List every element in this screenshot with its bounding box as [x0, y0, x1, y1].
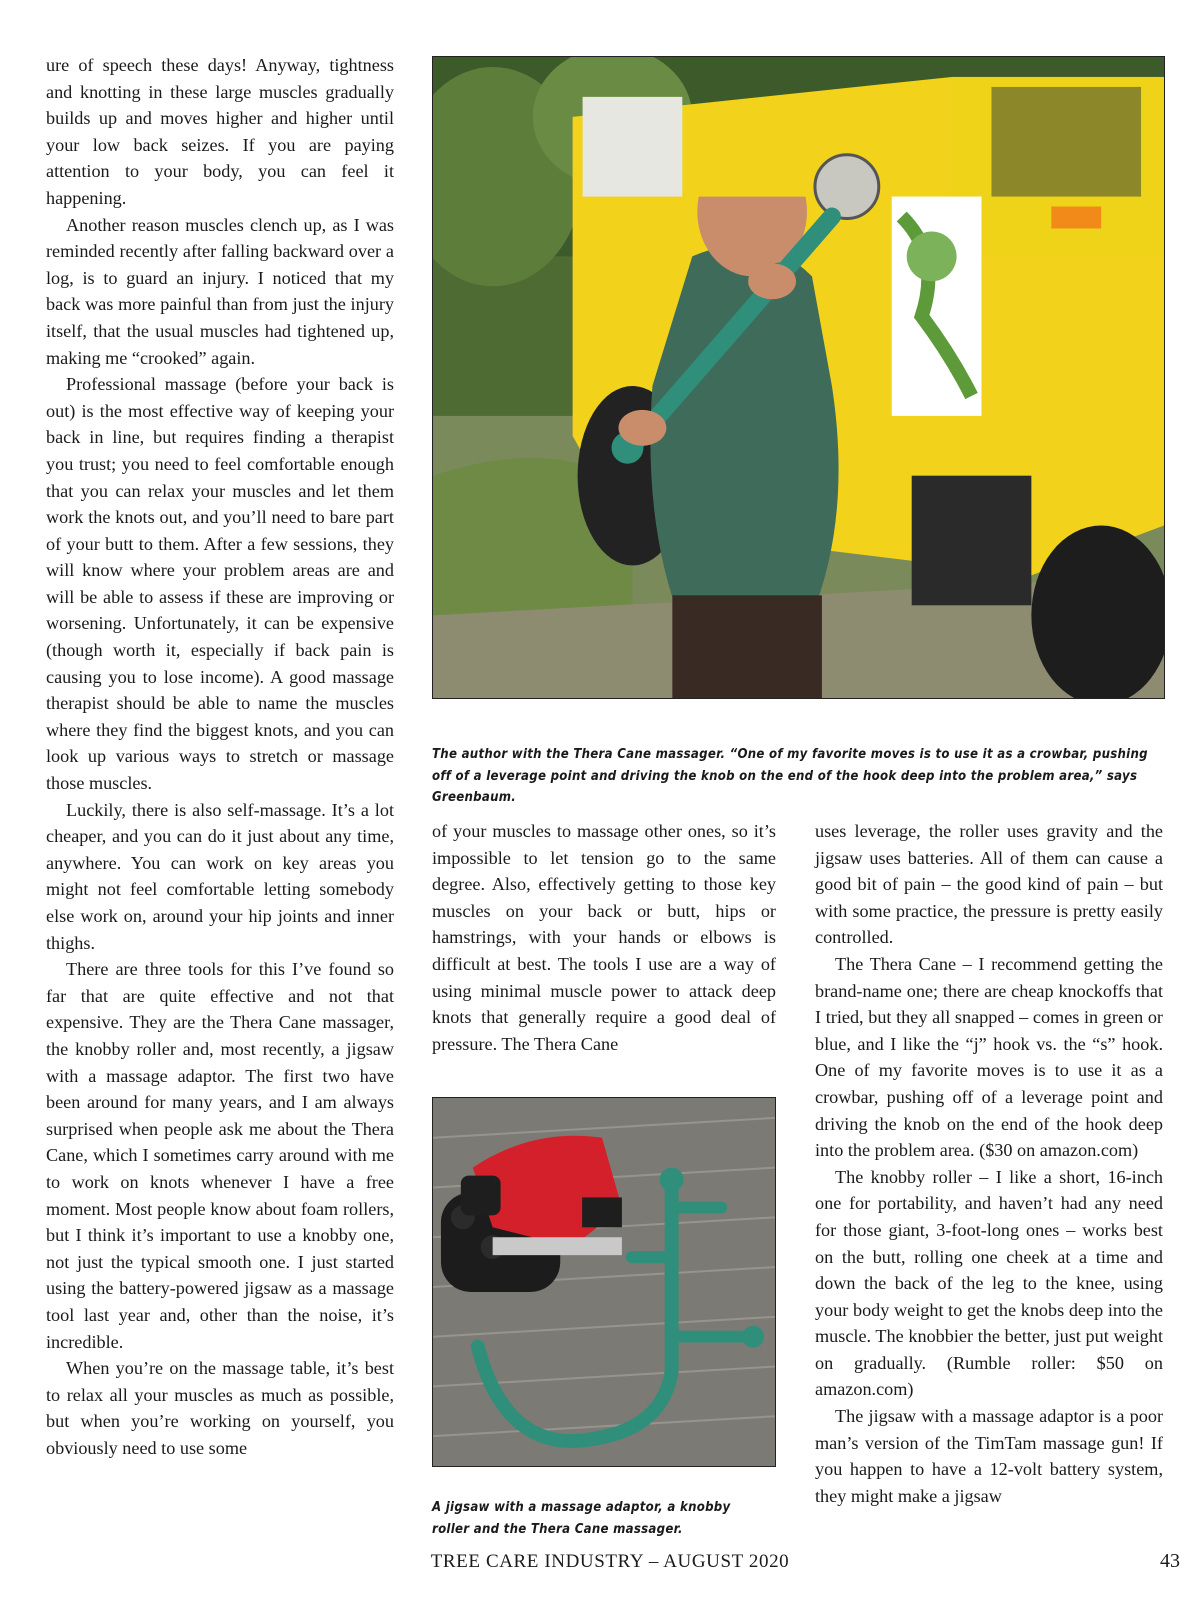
paragraph: There are three tools for this I’ve found so far that are quite effective and not that expensive. They are the Thera Cane massager, the knobby roller and, most recently, a jigsaw with a massage adaptor. The first two have been around for many years, and I am always surprised when people ask me about the Thera Cane, which I sometimes carry around with me to work on knots whenever I have a free moment. Most people know about foam rollers, but I think it’s important to use a knobby one, not just the typical smooth one. I just started using the battery-powered jigsaw as a massage tool last year and, other than the noise, it’s incredible.	[46, 959, 394, 1352]
author-photo-caption: The author with the Thera Cane massager. “One of my favorite moves is to use it as a crowbar, pushing off of a leverage point and driving the knob on the end of the hook deep into the problem area,” says Greenbaum.	[432, 747, 1148, 805]
article-column-middle	[432, 818, 776, 1057]
article-column-right	[815, 818, 1163, 1509]
tools-photo-caption: A jigsaw with a massage adaptor, a knobby roller and the Thera Cane massager.	[432, 1500, 731, 1537]
paragraph: Luckily, there is also self-massage. It’s a lot cheaper, and you can do it just about any time, anywhere. You can work on key areas you might not feel comfortable letting somebody else work on, around your hip joints and inner thighs.	[46, 799, 394, 953]
paragraph: of your muscles to massage other ones, so it’s impossible to let tension go to the same degree. Also, effectively getting to those key muscles on your back or butt, hips or hamstrings, with your hands or elbows is difficult at best. The tools I use are a way of using minimal muscle power to attack deep knots that generally require a good deal of pressure. The Thera Cane	[432, 821, 776, 1054]
paragraph: When you’re on the massage table, it’s best to relax all your muscles as much as possible, but when you’re working on yourself, you obviously need to use some	[46, 1358, 394, 1458]
paragraph: ure of speech these days! Anyway, tightness and knotting in these large muscles gradually builds up and moves higher and higher until your low back seizes. If you are paying attention to your body, you can feel it happening.	[46, 55, 394, 208]
page-number: 43	[1160, 1550, 1180, 1572]
paragraph: Another reason muscles clench up, as I was reminded recently after falling backward over a log, is to guard an injury. I noticed that my back was more painful than from just the injury itself, that the usual muscles had tightened up, making me “crooked” again.	[46, 214, 394, 368]
tools-photo	[432, 1097, 776, 1467]
paragraph: The Thera Cane – I recommend getting the brand-name one; there are cheap knockoffs that I tried, but they all snapped – comes in green or blue, and I like the “j” hook vs. the “s” hook. One of my favorite moves is to use it as a crowbar, pushing off of a leverage point and driving the knob on the end of the hook deep into the problem area. ($30 on amazon.com)	[815, 953, 1163, 1161]
author-photo	[432, 56, 1165, 699]
publication-footer: TREE CARE INDUSTRY – AUGUST 2020	[430, 1551, 790, 1572]
paragraph: Professional massage (before your back is out) is the most effective way of keeping your back in line, but requires finding a therapist you trust; you need to feel comfortable enough that you can relax your muscles and let them work the knots out, and you’ll need to bare part of your butt to them. After a few sessions, they will know where your problem areas are and will be able to assess if these are improving or worsening. Unfortunately, it can be expensive (though worth it, especially if back pain is causing you to lose income). A good massage therapist should be able to name the muscles where they find the biggest knots, and you can look up various ways to stretch or massage those muscles.	[46, 374, 394, 794]
paragraph: The jigsaw with a massage adaptor is a poor man’s version of the TimTam massage gun! If you happen to have a 12-volt battery system, they might make a jigsaw	[815, 1406, 1163, 1506]
article-column-left	[46, 52, 394, 1461]
paragraph: uses leverage, the roller uses gravity and the jigsaw uses batteries. All of them can cause a good bit of pain – the good kind of pain – but with some practice, the pressure is pretty easily controlled.	[815, 821, 1163, 948]
paragraph: The knobby roller – I like a short, 16-inch one for portability, and haven’t had any need for those giant, 3-foot-long ones – works best on the butt, rolling one cheek at a time and down the back of the leg to the knee, using your body weight to get the knobs deep into the muscle. The knobbier the better, just put weight on gradually. (Rumble roller: $50 on amazon.com)	[815, 1166, 1163, 1400]
